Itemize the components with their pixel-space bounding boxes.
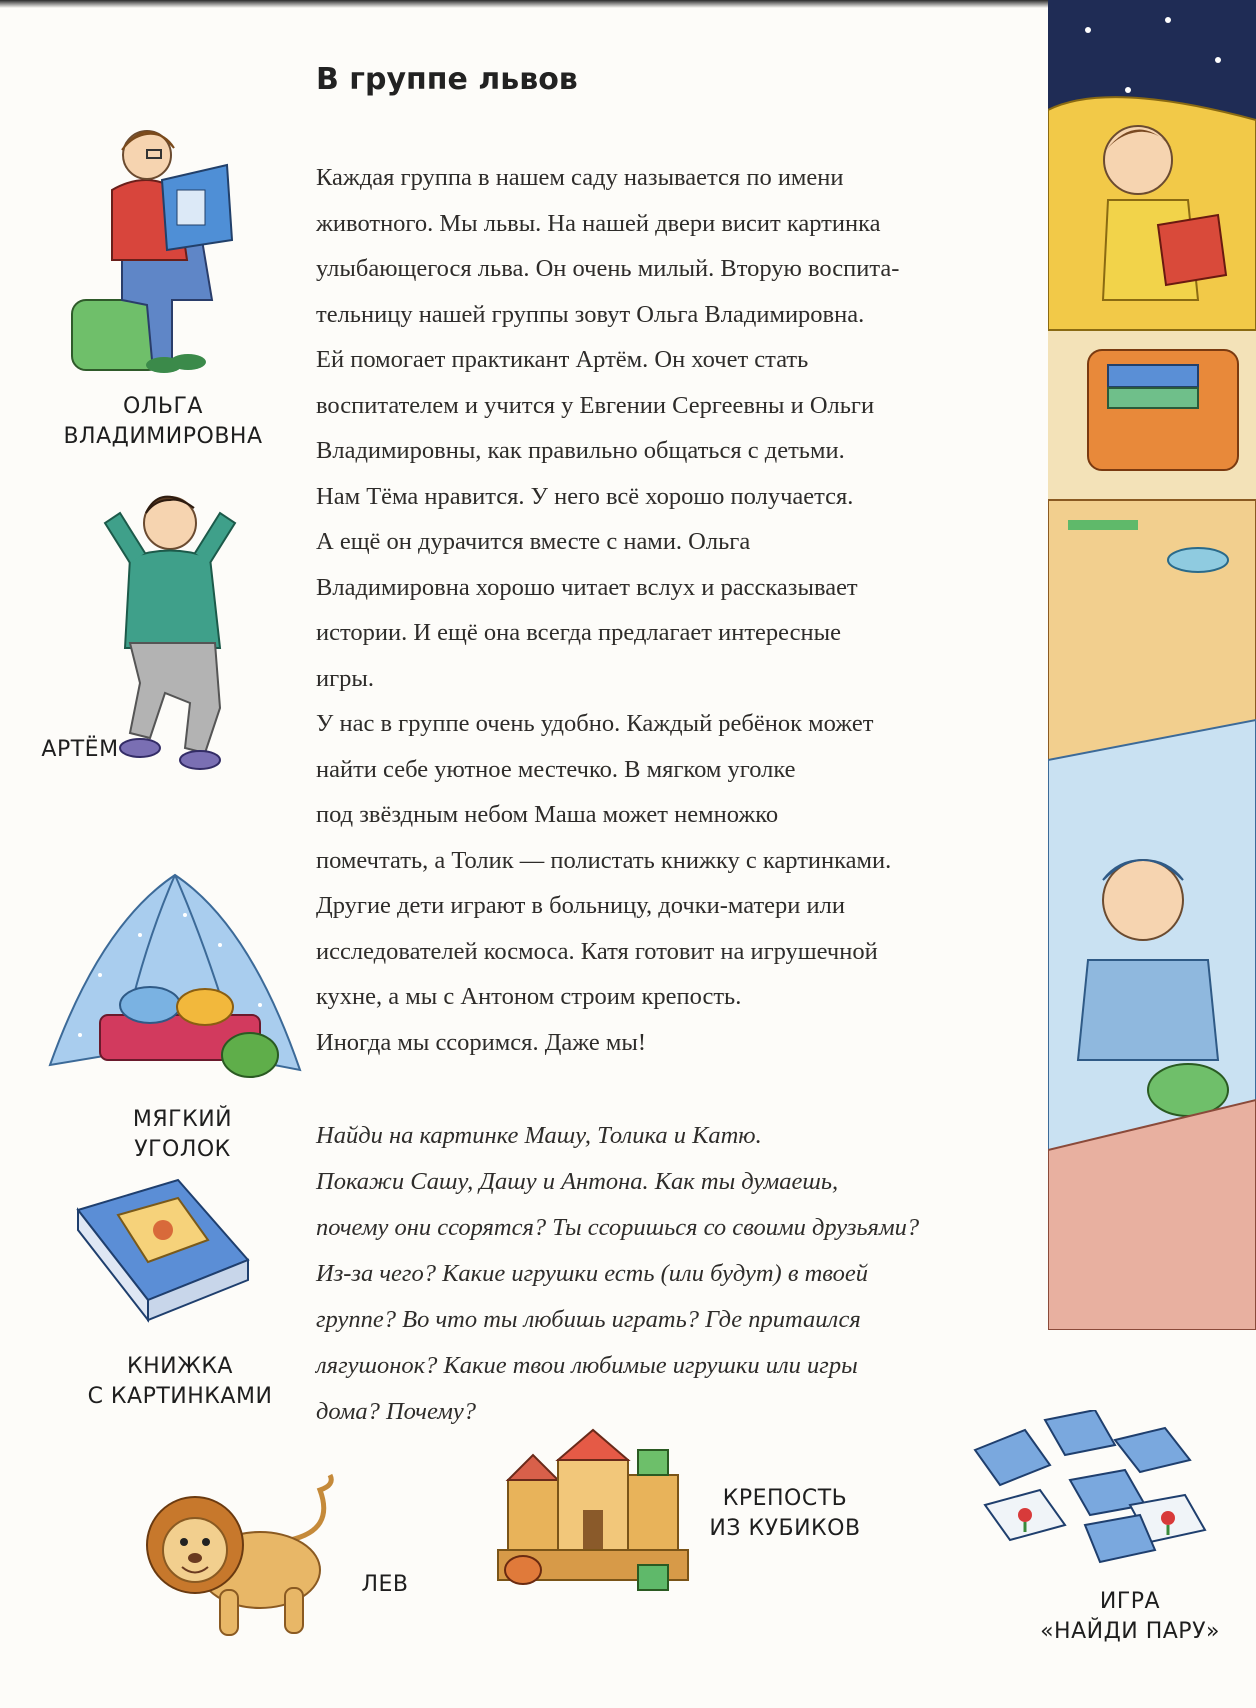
caption-lion [355,1570,415,1600]
text-line: кухне, а мы с Антоном строим крепость. [316,983,742,1010]
questions-text [316,1113,1036,1435]
caption-artem [35,735,125,765]
kindergarten-room-scene-illustration [1048,0,1256,1330]
caption-line: АРТЁМ [41,737,119,762]
canopy-tent-with-pillows-illustration [40,865,310,1095]
question-line: почему они ссорятся? Ты ссоришься со своими друзьями? [316,1214,920,1241]
caption-olga [58,392,268,452]
caption-line: С КАРТИНКАМИ [87,1384,273,1409]
question-line: Из-за чего? Какие игрушки есть (или будут) в твоей [316,1260,868,1287]
text-line: тельницу нашей группы зовут Ольга Владимировна. [316,300,865,328]
caption-line: ВЛАДИМИРОВНА [63,424,263,449]
main-text [316,155,1016,1065]
text-line: помечтать, а Толик — полистать книжку с картинками. [316,846,892,874]
text-line: игры. [316,664,374,692]
text-line: животного. Мы львы. На нашей двери висит картинка [316,209,881,237]
caption-corner [115,1105,250,1165]
young-man-dancing-illustration [70,478,270,778]
caption-line: УГОЛОК [134,1137,231,1162]
woman-reading-book-illustration [52,110,252,390]
memory-cards-game-illustration [955,1410,1215,1580]
text-line: А ещё он дурачится вместе с нами. Ольга [316,528,751,555]
caption-line: ИГРА [1099,1589,1161,1614]
caption-fortress [700,1484,870,1544]
question-line: группе? Во что ты любишь играть? Где притаился [316,1306,861,1333]
text-line: Нам Тёма нравится. У него всё хорошо получается. [316,482,854,510]
caption-game [1030,1587,1230,1647]
text-line: У нас в группе очень удобно. Каждый ребёнок может [316,710,874,737]
caption-line: ЛЕВ [361,1572,409,1597]
text-line: Иногда мы ссоримся. Даже мы! [316,1028,647,1056]
text-line: Ей помогает практикант Артём. Он хочет стать [316,346,809,373]
text-line: Каждая группа в нашем саду называется по имени [316,164,844,191]
caption-line: КРЕПОСТЬ [722,1486,848,1511]
lion-cub-illustration [140,1470,350,1645]
text-line: Владимировны, как правильно общаться с детьми. [316,437,845,464]
scene-drawing [1048,0,1256,1330]
toy-block-fortress-illustration [488,1420,698,1600]
text-line: воспитателем и учится у Евгении Сергеевны и Ольги [316,391,875,419]
text-line: Владимировна хорошо читает вслух и рассказывает [316,573,858,601]
text-line: под звёздным небом Маша может немножко [316,801,779,828]
caption-line: «НАЙДИ ПАРУ» [1040,1619,1220,1644]
question-line: дома? Почему? [316,1398,476,1425]
text-line: улыбающегося льва. Он очень милый. Вторую воспита- [316,255,900,282]
question-line: Найди на картинке Машу, Толика и Катю. [316,1122,762,1149]
caption-line: ОЛЬГА [123,394,203,419]
text-line: истории. И ещё она всегда предлагает интересные [316,619,841,646]
page-title: В группе львов [316,62,578,97]
caption-line: КНИЖКА [127,1354,233,1379]
caption-line: ИЗ КУБИКОВ [709,1516,861,1541]
caption-book [75,1352,285,1412]
caption-line: МЯГКИЙ [132,1107,233,1132]
picture-book-illustration [68,1170,258,1330]
text-line: исследователей космоса. Катя готовит на игрушечной [316,937,878,965]
text-line: найти себе уютное местечко. В мягком уголке [316,755,796,783]
question-line: лягушонок? Какие твои любимые игрушки или игры [316,1352,858,1379]
text-line: Другие дети играют в больницу, дочки-матери или [316,892,845,919]
question-line: Покажи Сашу, Дашу и Антона. Как ты думаешь, [316,1168,839,1195]
